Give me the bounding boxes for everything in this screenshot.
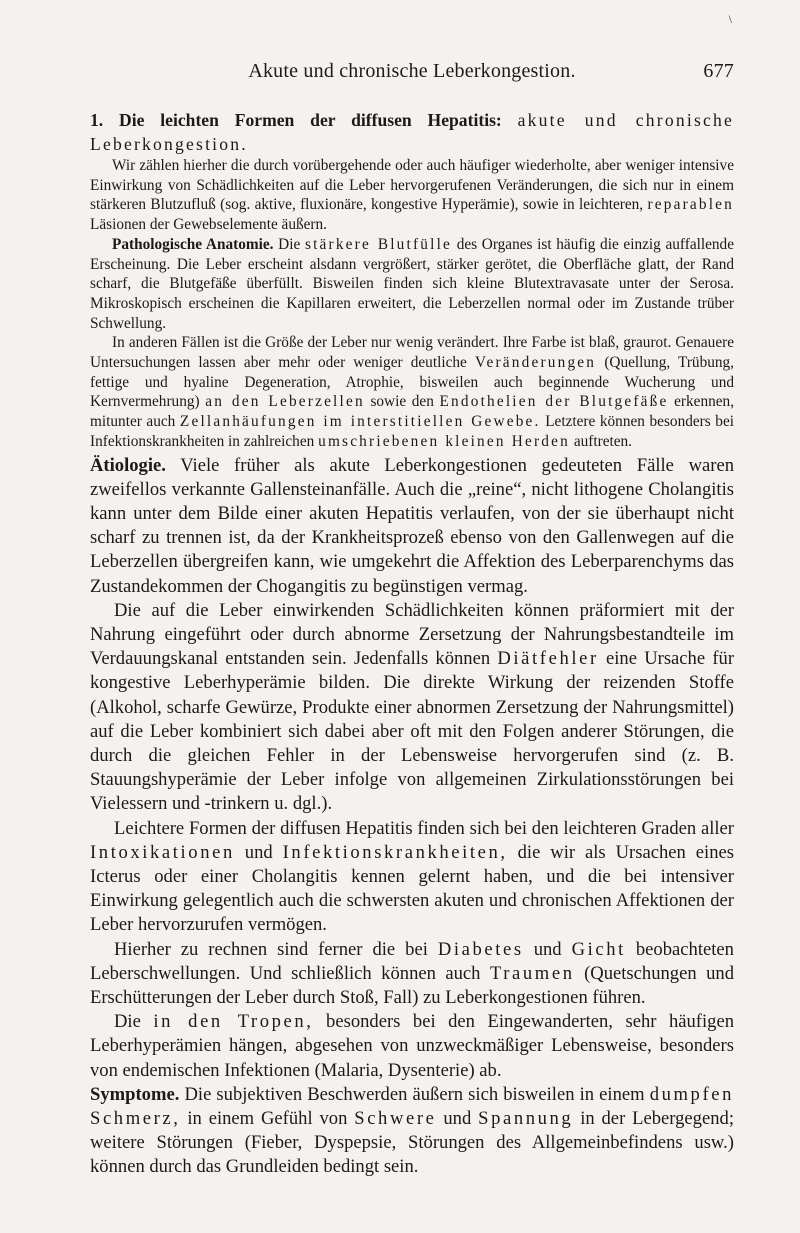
- emphasis-run: in den Tropen,: [153, 1011, 314, 1033]
- anatomy-heading: Pathologische Anatomie.: [112, 235, 274, 253]
- text-run: Die subjektiven Beschwerden äußern sich bisweilen in einem: [184, 1083, 645, 1105]
- symptoms-heading: Symptome.: [90, 1083, 180, 1105]
- text-run: eine Ursache für kongestive Leberhyperämie bilden. Die direkte Wirkung der reizenden Stoffe (Alkohol, scharfe Gewürze, Produkte einer abnormen Zersetzung der Nahrungsmittel) auf die Leber kombiniert sich dabei aber oft mit den Folgen anderer Störungen, die durch die gleichen Fehler in der Lebensweise hervorgerufen sind (z. B. Stauungshyperämie der Leber infolge von allgemeinen Zirkulationsstörungen bei Vielessern und -trinkern u. dgl.).: [90, 648, 735, 815]
- page-number: 677: [703, 60, 734, 82]
- etiology-paragraph: [90, 454, 734, 599]
- text-run: des Organes ist häufig die einzig auffallende Erscheinung. Die Leber erscheint alsdann vergrößert, stärker gerötet, die Oberfläche glatt, der Rand scharf, die Blutgefäße überfüllt. Bisweilen finden sich kleine Blutextravasate unter der Serosa. Mikroskopisch erscheinen die Kapillaren erweitert, die Leberzellen normal oder im Zustande trüber Schwellung.: [90, 235, 734, 332]
- emphasis-run: Zellanhäufungen im interstitiellen Gewebe.: [179, 413, 541, 431]
- emphasis-run: Diabetes: [437, 938, 524, 960]
- emphasis-run: an den Leberzellen: [205, 393, 365, 411]
- section-number-title: 1. Die leichten Formen der diffusen Hepatitis:: [90, 110, 502, 130]
- emphasis-run: Intoxikationen: [90, 841, 235, 863]
- text-run: Hierher zu rechnen sind ferner die bei: [114, 938, 428, 960]
- anatomy-paragraph: [90, 235, 734, 334]
- text-run: (Quellung, Trübung, fettige und hyaline Degeneration, Atrophie, bisweilen auch beginnende Wucherung und Kernvermehrung): [90, 354, 734, 411]
- small-print-block: [90, 108, 734, 452]
- running-head: [90, 38, 734, 82]
- text-run: sowie den: [370, 393, 434, 411]
- emphasis-run: reparablen: [647, 196, 734, 214]
- large-print-block: [90, 454, 734, 1180]
- text-run: besonders bei den Eingewanderten, sehr häufigen Leberhyperämien hängen, abgesehen von unzweckmäßiger Lebensweise, besonders von endemischen Infektionen (Malaria, Dysenterie) ab.: [90, 1011, 735, 1081]
- text-run: Die: [278, 235, 301, 253]
- text-run: und: [244, 841, 273, 863]
- text-run: erkennen, mitunter auch: [90, 393, 735, 431]
- text-run: Letztere können besonders bei Infektionskrankheiten in zahlreichen: [90, 413, 734, 450]
- anatomy-paragraph-2: [90, 333, 734, 451]
- emphasis-run: Infektionskrankheiten,: [282, 841, 508, 863]
- text-run: Die auf die Leber einwirkenden Schädlichkeiten können präformiert mit der Nahrung eingeführt oder durch abnorme Zersetzung der Nahrungsbestandteile im Verdauungskanal entstanden sein. Jedenfalls können: [90, 599, 734, 670]
- emphasis-run: stärkere Blutfülle: [304, 235, 453, 253]
- text-run: In anderen Fällen ist die Größe der Leber nur wenig verändert. Ihre Farbe ist blaß, graurot. Genauere Untersuchungen lassen aber mehr oder weniger deutliche: [90, 334, 734, 372]
- emphasis-run: Gicht: [571, 938, 626, 960]
- text-run: (Quetschungen und Erschütterungen der Leber durch Stoß, Fall) zu Leberkongestionen führen.: [90, 962, 735, 1009]
- text-run: und: [533, 938, 562, 960]
- emphasis-run: dumpfen Schmerz,: [90, 1083, 734, 1130]
- text-run: Läsionen der Gewebselemente äußern.: [90, 216, 327, 234]
- emphasis-run: umschriebenen kleinen Herden: [318, 432, 570, 450]
- text-run: in der Lebergegend; weitere Störungen (Fieber, Dyspepsie, Störungen des Allgemeinbefindens usw.) können durch das Grundleiden bedingt sein.: [90, 1108, 734, 1178]
- text-run: Leichtere Formen der diffusen Hepatitis finden sich bei den leichteren Graden aller: [114, 817, 734, 839]
- emphasis-run: Traumen: [489, 962, 575, 984]
- emphasis-run: Veränderungen: [474, 354, 597, 372]
- emphasis-run: Endothelien der Blutgefäße: [439, 393, 669, 411]
- text-run: die wir als Ursachen eines Icterus oder einer Cholangitis kennen gelernt haben, und die bei intensiver Einwirkung gelegentlich auch die schwersten akuten und chronischen Affektionen der Leber hervorzurufen vermögen.: [90, 841, 734, 936]
- text-run: Die: [114, 1011, 141, 1033]
- etiology-paragraph-5: [90, 1010, 734, 1083]
- etiology-paragraph-4: [90, 938, 734, 1011]
- text-run: auftreten.: [573, 432, 632, 450]
- section-heading: [90, 108, 734, 156]
- emphasis-run: Diätfehler: [497, 648, 599, 670]
- intro-paragraph: [90, 156, 734, 235]
- text-run: Wir zählen hierher die durch vorübergehende oder auch häufiger wiederholte, aber weniger intensive Einwirkung von Schädlichkeiten auf die Leber hervorgerufenen Veränderungen, die sich nur in einem stärkeren Blutzufluß (sog. aktive, fluxionäre, kongestive Hyperämie), sowie in leichteren,: [90, 157, 734, 214]
- text-run: beobachteten Leberschwellungen. Und schließlich können auch: [90, 938, 734, 984]
- text-run: Viele früher als akute Leberkongestionen gedeuteten Fälle waren zweifellos verkannte Gallensteinanfälle. Auch die „reine“, nicht lithogene Cholangitis kann unter dem Bilde einer akuten Hepatitis verlaufen, von der sie überhaupt nicht scharf zu trennen ist, da der Krankheitsprozeß ebenso von den Gallenwegen auf die Leberzellen übergreifen kann, wie umgekehrt die Affektion des Leberparenchyms das Zustandekommen der Chogangitis zu begünstigen vermag.: [90, 454, 734, 597]
- text-run: in einem Gefühl von: [187, 1108, 348, 1130]
- emphasis-run: Spannung: [478, 1108, 574, 1130]
- section-title-spaced: akute und chronische Leberkongestion.: [90, 110, 735, 154]
- emphasis-run: Schwere: [354, 1108, 437, 1130]
- etiology-heading: Ätiologie.: [90, 454, 166, 476]
- etiology-paragraph-2: [90, 599, 734, 817]
- symptoms-paragraph: [90, 1083, 734, 1180]
- running-title: Akute und chronische Leberkongestion.: [248, 60, 576, 82]
- text-run: und: [443, 1108, 472, 1130]
- margin-mark: \: [728, 12, 732, 26]
- etiology-paragraph-3: [90, 817, 734, 938]
